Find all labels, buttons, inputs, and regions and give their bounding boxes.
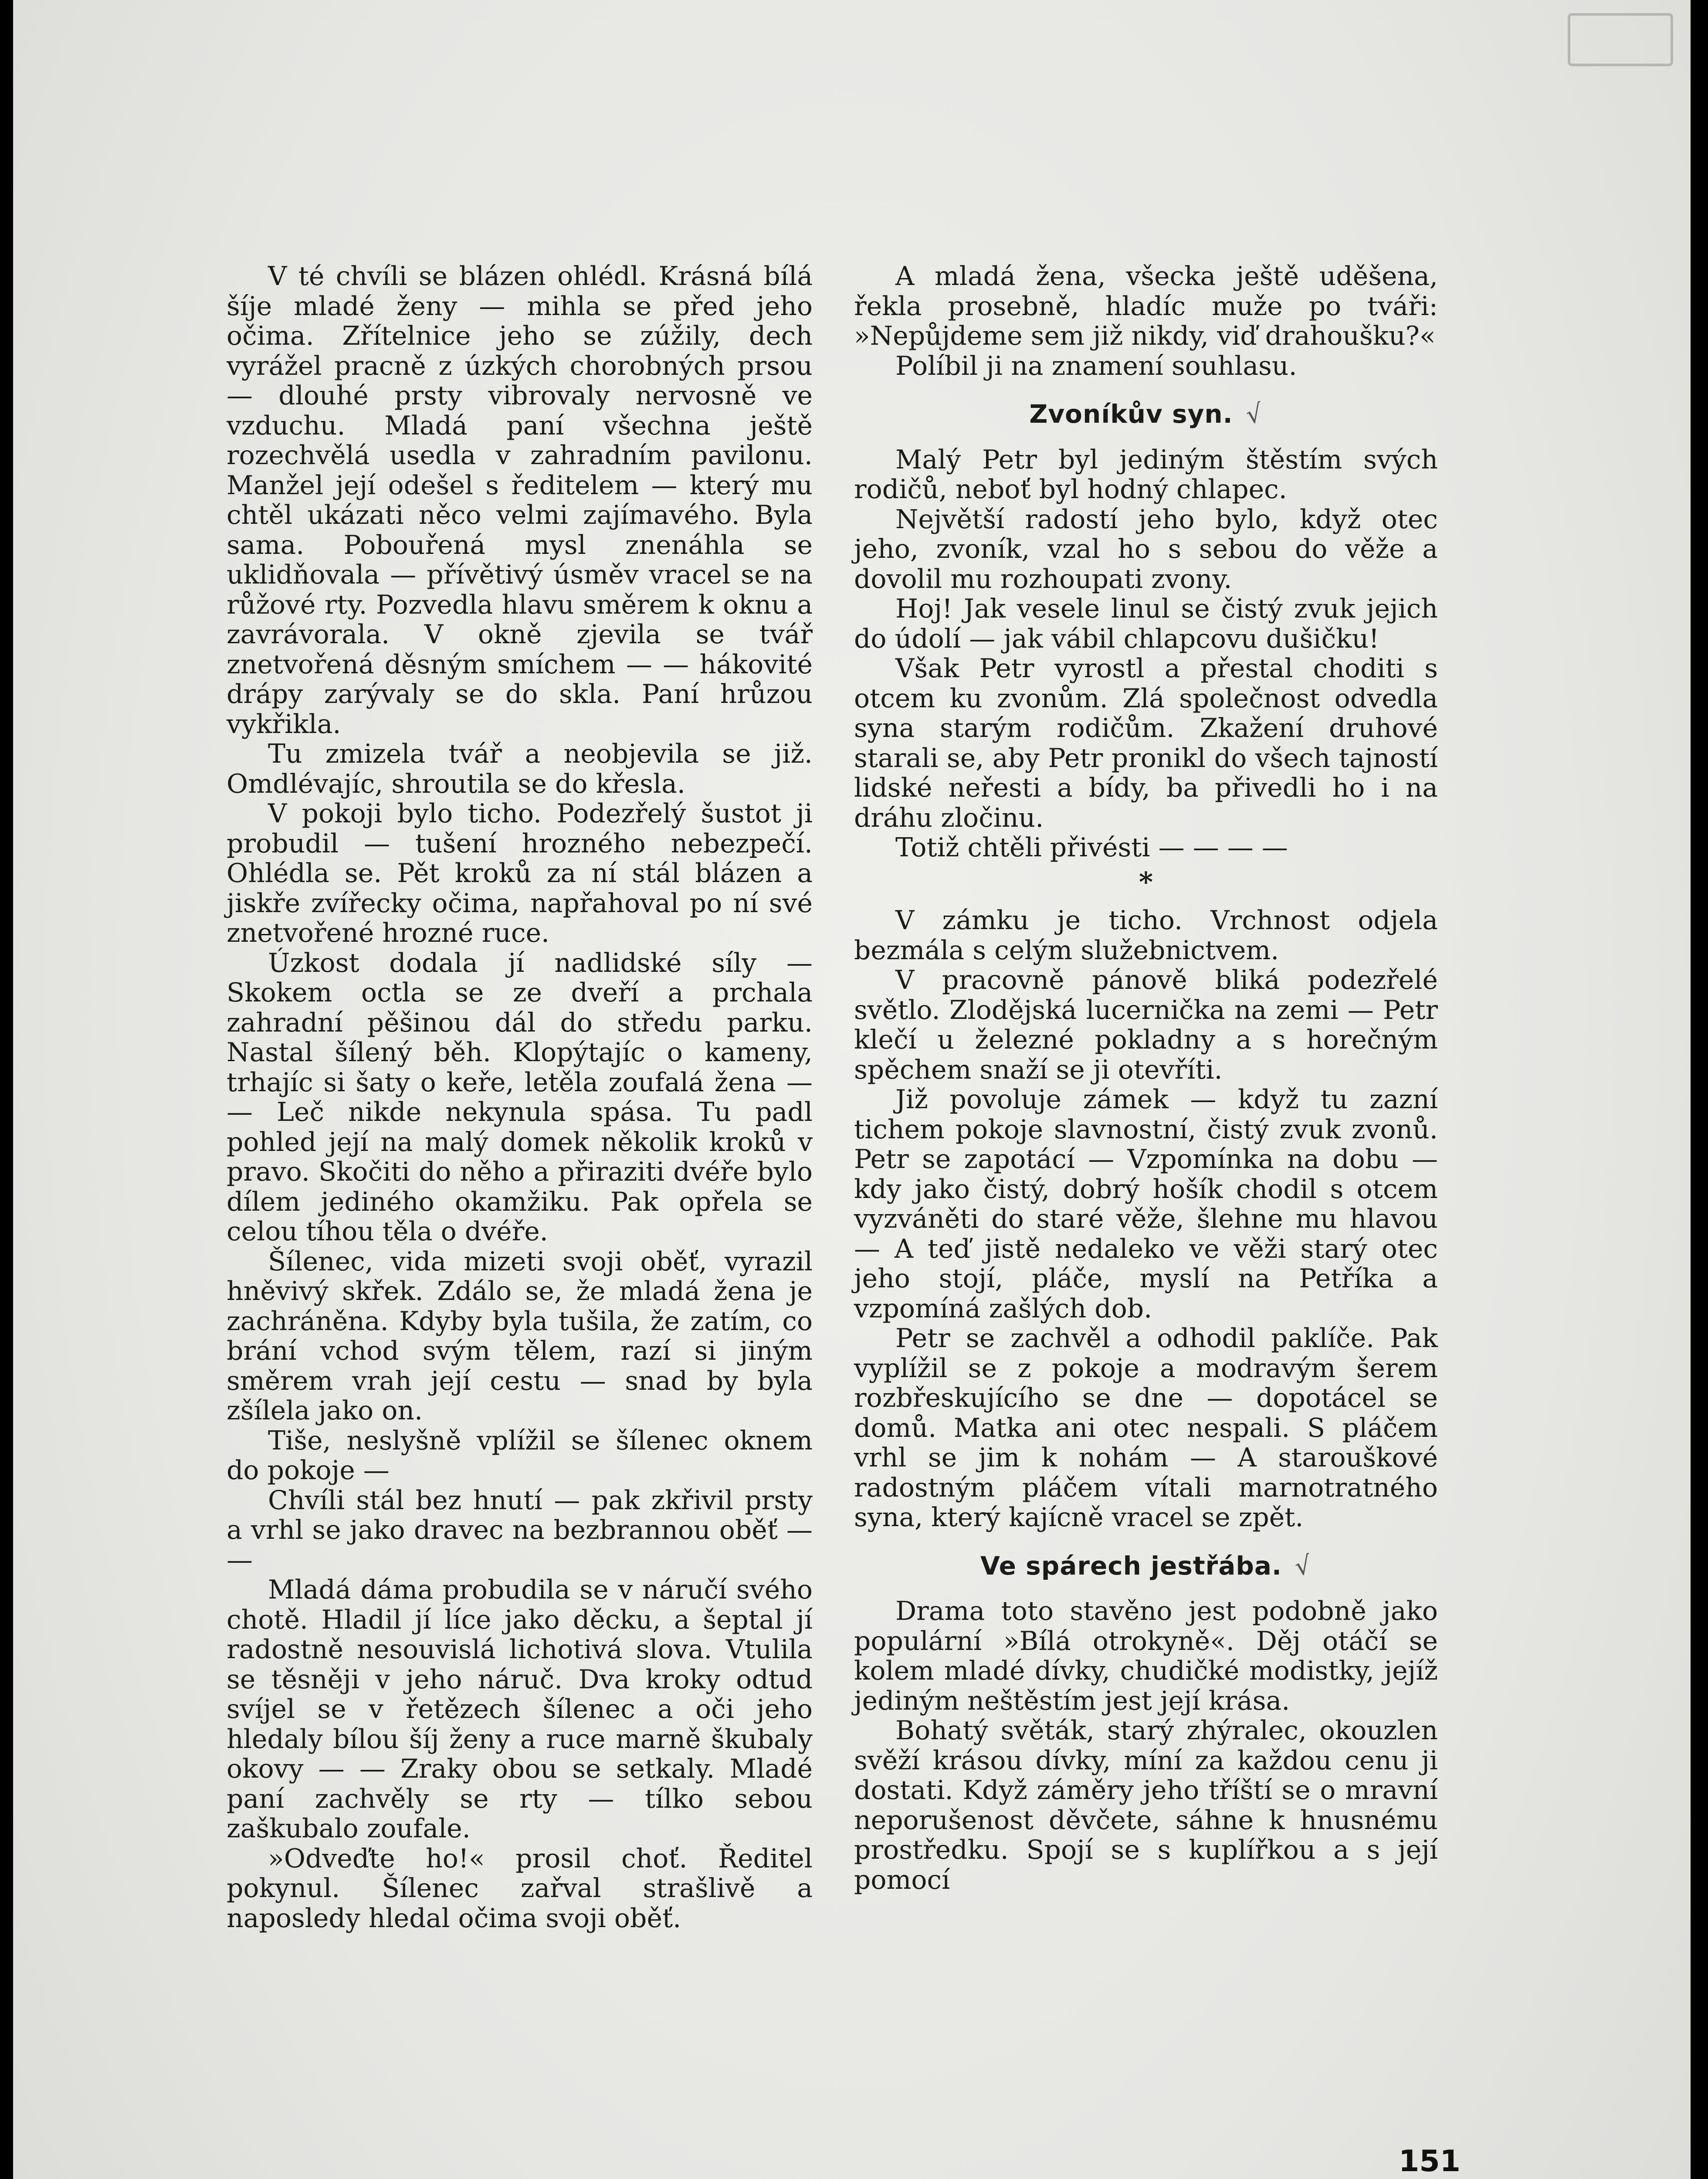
- right-column: [854, 261, 1438, 1895]
- left-column: [227, 261, 813, 1933]
- heading-text: Ve spárech jestřába.: [980, 1551, 1282, 1581]
- paragraph: Mladá dáma probudila se v náručí svého chotě. Hladil jí líce jako děcku, a šeptal jí radostně nesouvislá lichotivá slova. Vtulila se těsněji v jeho náruč. Dva kroky odtud svíjel se v řetězech šílenec a oči jeho hledaly bílou šíj ženy a ruce marně škubaly okovy — — Zraky obou se setkaly. Mladé paní zachvěly se rty — tílko sebou zaškubalo zoufale.: [227, 1575, 813, 1844]
- paragraph: Tiše, neslyšně vplížil se šílenec oknem do pokoje —: [227, 1425, 813, 1486]
- paragraph: A mladá žena, všecka ještě uděšena, řekla prosebně, hladíc muže po tváři: »Nepůjdeme sem již nikdy, viď drahoušku?«: [854, 261, 1438, 351]
- paragraph: Tu zmizela tvář a neobjevila se již. Omdlévajíc, shroutila se do křesla.: [227, 739, 813, 799]
- paragraph: V té chvíli se blázen ohlédl. Krásná bílá šíje mladé ženy — mihla se před jeho očima. Zřítelnice jeho se zúžily, dech vyrážel pracně z úzkých chorobných prsou — dlouhé prsty vibrovaly nervosně ve vzduchu. Mladá paní všechna ještě rozechvělá usedla v zahradním pavilonu. Manžel její odešel s ředitelem — který mu chtěl ukázati něco velmi zajímavého. Byla sama. Pobouřená mysl znenáhla se uklidňovala — přívětivý úsměv vracel se na růžové rty. Pozvedla hlavu směrem k oknu a zavrávorala. V okně zjevila se tvář znetvořená děsným smíchem — — hákovité drápy zarývaly se do skla. Paní hrůzou vykřikla.: [227, 261, 813, 740]
- paragraph: Drama toto stavěno jest podobně jako populární »Bílá otrokyně«. Děj otáčí se kolem mladé dívky, chudičké modistky, jejíž jediným neštěstím jest její krása.: [854, 1596, 1438, 1716]
- paragraph: Však Petr vyrostl a přestal choditi s otcem ku zvonům. Zlá společnost odvedla syna starým rodičům. Zkažení druhové starali se, aby Petr pronikl do všech tajností lidské neřesti a bídy, ba přivedli ho i na dráhu zločinu.: [854, 653, 1438, 833]
- heading-text: Zvoníkův syn.: [1029, 399, 1233, 429]
- paragraph: Již povoluje zámek — když tu zazní tichem pokoje slavnostní, čistý zvuk zvonů. Petr se zapotácí — Vzpomínka na dobu — kdy jako čistý, dobrý hošík chodil s otcem vyzváněti do staré věže, šlehne mu hlavou — A teď jistě nedaleko ve věži starý otec jeho stojí, pláče, myslí na Petříka a vzpomíná zašlých dob.: [854, 1084, 1438, 1324]
- section-heading-zvonikuv-syn: [854, 399, 1438, 429]
- section-heading-ve-sparech-jestraba: [854, 1551, 1438, 1581]
- section-separator: *: [1139, 865, 1153, 898]
- archive-stamp-mark: [1568, 13, 1673, 66]
- paragraph: Malý Petr byl jediným štěstím svých rodičů, neboť byl hodný chlapec.: [854, 444, 1438, 505]
- check-mark-icon: √: [1292, 1549, 1314, 1582]
- paragraph: Šílenec, vida mizeti svoji oběť, vyrazil hněvivý skřek. Zdálo se, že mladá žena je zachráněna. Kdyby byla tušila, že zatím, co brání vchod svým tělem, razí si jiným směrem vrah její cestu — snad by byla zšílela jako on.: [227, 1246, 813, 1426]
- paragraph: Největší radostí jeho bylo, když otec jeho, zvoník, vzal ho s sebou do věže a dovolil mu rozhoupati zvony.: [854, 504, 1438, 594]
- paragraph: Políbil ji na znamení souhlasu.: [895, 350, 1297, 381]
- paragraph: Bohatý světák, starý zhýralec, okouzlen svěží krásou dívky, míní za každou cenu ji dostati. Když záměry jeho tříští se o mravní neporušenost děvčete, sáhne k hnusnému prostředku. Spojí se s kuplířkou a s její pomocí: [854, 1715, 1438, 1895]
- paragraph: Totiž chtěli přivésti — — — —: [895, 832, 1288, 863]
- paragraph: V zámku je ticho. Vrchnost odjela bezmála s celým služebnictvem.: [854, 905, 1438, 966]
- paragraph: V pracovně pánově bliká podezřelé světlo. Zlodějská lucernička na zemi — Petr klečí u železné pokladny a s horečným spěchem snaží se ji otevříti.: [854, 965, 1438, 1085]
- check-mark-icon: √: [1244, 398, 1265, 430]
- paragraph: Hoj! Jak vesele linul se čistý zvuk jejich do údolí — jak vábil chlapcovu dušičku!: [854, 594, 1438, 654]
- book-page: [13, 0, 1691, 2179]
- paragraph: Úzkost dodala jí nadlidské síly — Skokem octla se ze dveří a prchala zahradní pěšinou dál do středu parku. Nastal šílený běh. Klopýtajíc o kameny, trhajíc si šaty o keře, letěla zoufalá žena — — Leč nikde nekynula spása. Tu padl pohled její na malý domek několik kroků v pravo. Skočiti do něho a přiraziti dvéře bylo dílem jediného okamžiku. Pak opřela se celou tíhou těla o dvéře.: [227, 947, 813, 1247]
- page-number: 151: [1399, 2144, 1461, 2179]
- paragraph: Chvíli stál bez hnutí — pak zkřivil prsty a vrhl se jako dravec na bezbrannou oběť — —: [227, 1485, 813, 1575]
- paragraph: V pokoji bylo ticho. Podezřelý šustot ji probudil — tušení hrozného nebezpečí. Ohlédla se. Pět kroků za ní stál blázen a jiskře zvířecky očima, napřahoval po ní své znetvořené hrozné ruce.: [227, 798, 813, 948]
- paragraph: Petr se zachvěl a odhodil paklíče. Pak vyplížil se z pokoje a modravým šerem rozbřeskujícího se dne — dopotácel se domů. Matka ani otec nespali. S pláčem vrhl se jim k nohám — A starouškové radostným pláčem vítali marnotratného syna, který kajícně vracel se zpět.: [854, 1323, 1438, 1533]
- paragraph: »Odveďte ho!« prosil choť. Ředitel pokynul. Šílenec zařval strašlivě a naposledy hledal očima svoji oběť.: [227, 1843, 813, 1934]
